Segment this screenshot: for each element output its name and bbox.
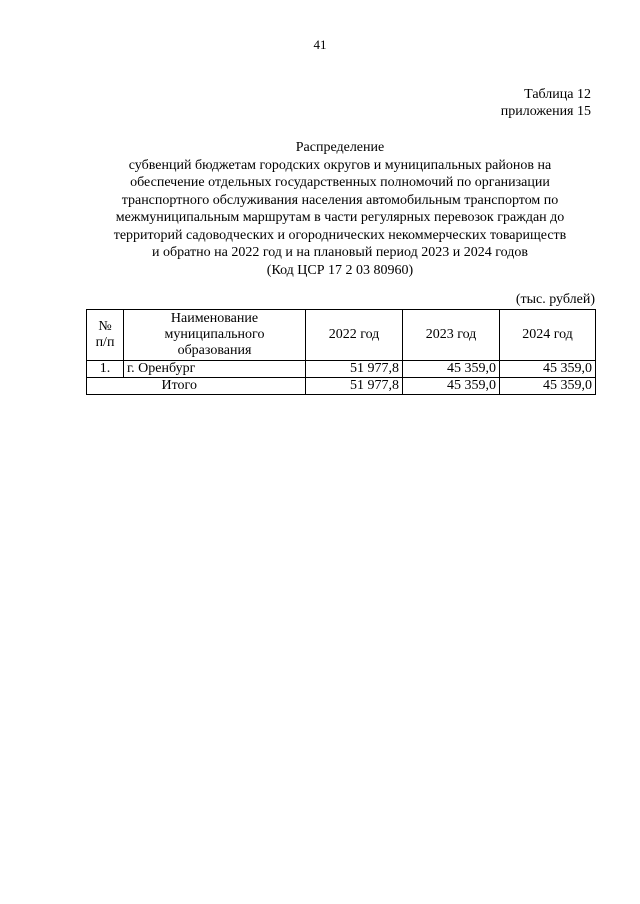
- row-municipality: г. Оренбург: [124, 361, 306, 378]
- title-line: Распределение: [295, 140, 385, 155]
- title-line: транспортного обслуживания населения автомобильным транспортом по: [121, 192, 559, 208]
- row-2022: 51 977,8: [306, 361, 403, 378]
- title-line: (Код ЦСР 17 2 03 80960): [266, 262, 414, 278]
- page-number: 41: [313, 37, 327, 52]
- total-label: Итого: [124, 378, 306, 395]
- table-header-row: [87, 310, 596, 361]
- total-2022: 51 977,8: [306, 378, 403, 395]
- row-2023: 45 359,0: [403, 361, 500, 378]
- table-row: [87, 361, 596, 378]
- row-2024: 45 359,0: [500, 361, 596, 378]
- table-total-row: [87, 378, 596, 395]
- title-line: обеспечение отдельных государственных полномочий по организации: [130, 175, 550, 190]
- row-number: 1.: [87, 361, 124, 378]
- header-2022: 2022 год: [306, 310, 403, 361]
- table-ref-line-2: приложения 15: [500, 104, 591, 119]
- table-ref-line-1: Таблица 12: [524, 87, 591, 102]
- document-title: [84, 139, 596, 279]
- table-reference: [501, 86, 591, 120]
- units-label: (тыс. рублей): [515, 292, 595, 307]
- total-2024: 45 359,0: [500, 378, 596, 395]
- subvention-table: [86, 309, 596, 395]
- title-line: субвенций бюджетам городских округов и муниципальных районов на: [128, 157, 552, 173]
- header-2024: 2024 год: [500, 310, 596, 361]
- total-spacer: [87, 378, 124, 395]
- title-line: и обратно на 2022 год и на плановый период 2023 и 2024 годов: [152, 245, 528, 260]
- title-line: территорий садоводческих и огороднических некоммерческих товариществ: [113, 227, 567, 243]
- header-2023: 2023 год: [403, 310, 500, 361]
- title-line: межмуниципальным маршрутам в части регулярных перевозок граждан до: [115, 210, 565, 225]
- header-number: № п/п: [87, 310, 124, 361]
- header-municipality: Наименование муниципального образования: [124, 310, 306, 361]
- total-2023: 45 359,0: [403, 378, 500, 395]
